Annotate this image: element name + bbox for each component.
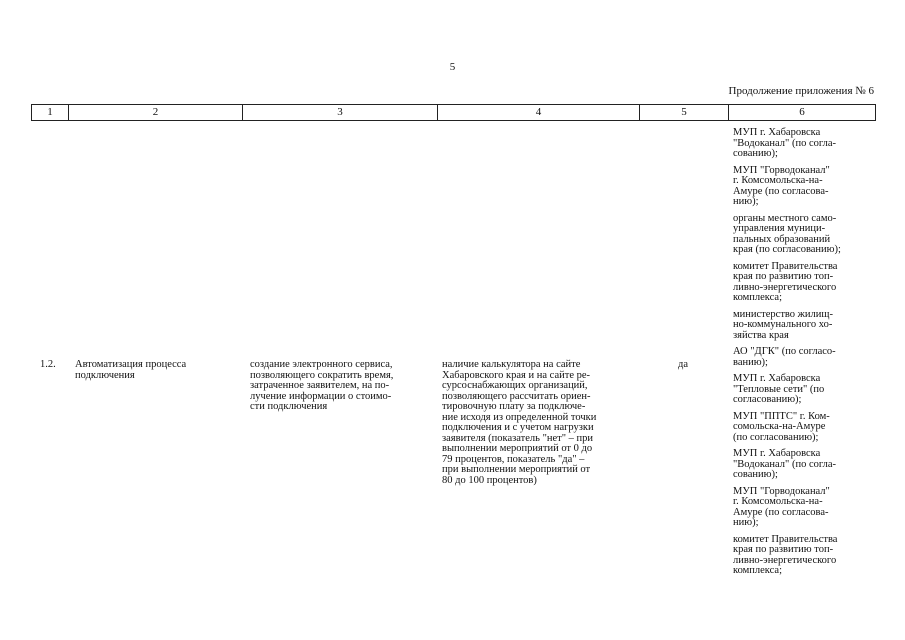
page-number: 5 — [449, 61, 456, 73]
table-header — [31, 104, 876, 121]
responsible-item: органы местного само- управления муници- пальных образований края (по согласованию); — [733, 212, 841, 255]
header-col-3: 3 — [243, 105, 438, 120]
responsible-list — [733, 128, 865, 583]
header-col-6: 6 — [799, 106, 805, 118]
appendix-continuation: Продолжение приложения № 6 — [728, 85, 874, 97]
header-col-4: 4 — [438, 105, 640, 120]
row-number: 1.2. — [40, 359, 56, 370]
responsible-item: МУП г. Хабаровска "Тепловые сети" (по согласованию); — [733, 373, 825, 405]
responsible-item: министерство жилищ- но-коммунального хо- зяйства края — [733, 308, 833, 341]
responsible-item: АО "ДГК" (по согласо- ванию); — [733, 346, 836, 368]
task-text: Автоматизация процесса подключения — [75, 359, 187, 381]
responsible-item: МУП г. Хабаровска "Водоканал" (по согла- сованию); — [733, 448, 837, 480]
responsible-item: МУП "Горводоканал" г. Комсомольска-на- Амуре (по согласова- нию); — [733, 485, 830, 528]
responsible-item: комитет Правительства края по развитию топ- ливно-энергетического комплекса; — [733, 533, 838, 576]
responsible-item: МУП "ППТС" г. Ком- сомольска-на-Амуре (по согласованию); — [733, 410, 830, 443]
measure-text: создание электронного сервиса, позволяющего сократить время, затраченное заявителем, на по- лучение информации о стоимо- сти подключения — [250, 359, 394, 412]
indicator-text: наличие калькулятора на сайте Хабаровского края и на сайте ре- сурсоснабжающих организаций, позволяющего рассчитать ориен- тировочную плату за подключе- ние исходя из определенной точки подключения и с учетом нагрузки заявителя (показатель "нет" – при выполнении мероприятий от 0 до 79 процентов, показатель "да" – при выполнении мероприятий от 80 до 100 процентов) — [442, 359, 597, 486]
header-col-5: 5 — [640, 105, 729, 120]
header-col-2: 2 — [69, 105, 243, 120]
responsible-item: МУП "Горводоканал" г. Комсомольска-на- Амуре (по согласова- нию); — [733, 164, 830, 207]
header-col-1: 1 — [32, 105, 69, 120]
indicator-value: да — [678, 359, 689, 370]
responsible-item: МУП г. Хабаровска "Водоканал" (по согла- сованию); — [733, 127, 837, 159]
responsible-item: комитет Правительства края по развитию топ- ливно-энергетического комплекса; — [733, 260, 838, 303]
